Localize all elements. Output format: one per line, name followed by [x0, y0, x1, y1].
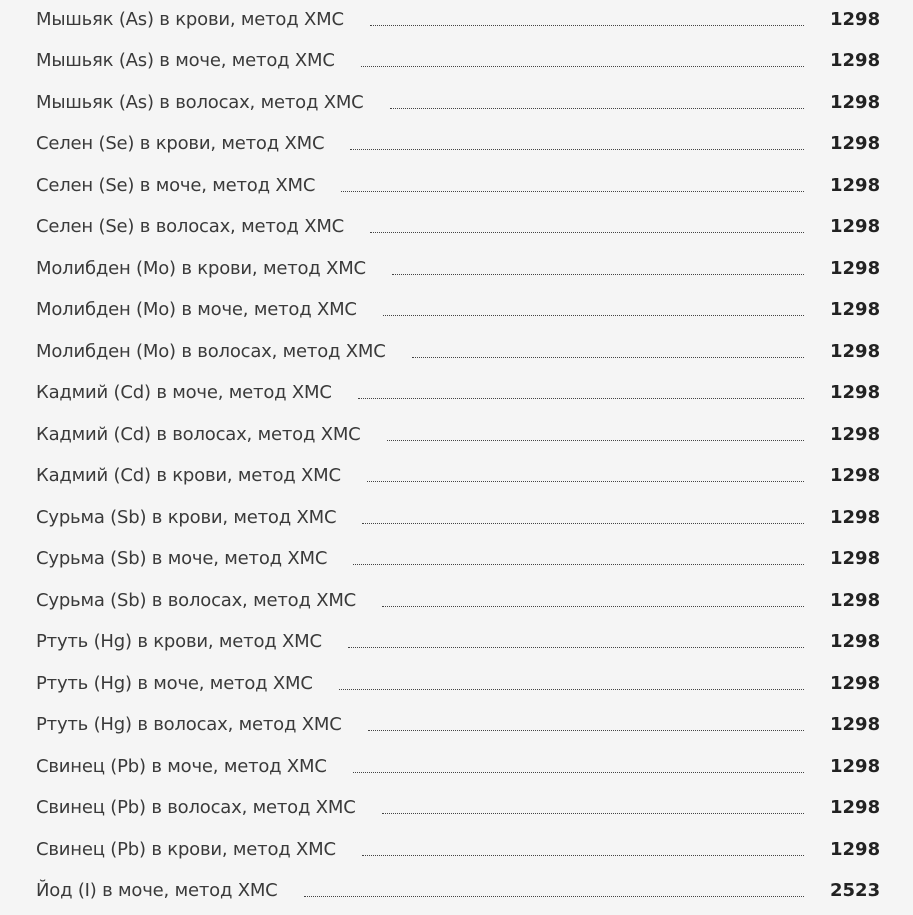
- service-price: 1298: [830, 589, 881, 611]
- service-price: 1298: [830, 132, 881, 154]
- price-list-item[interactable]: [36, 502, 881, 532]
- service-name: Ртуть (Hg) в крови, метод ХМС: [36, 630, 322, 652]
- price-list-item[interactable]: [36, 834, 881, 864]
- service-name: Мышьяк (As) в моче, метод ХМС: [36, 49, 335, 71]
- price-list-item[interactable]: [36, 87, 881, 117]
- service-price: 1298: [830, 174, 881, 196]
- price-list-item[interactable]: [36, 460, 881, 490]
- dotted-leader: [382, 606, 804, 607]
- dotted-leader: [362, 523, 804, 524]
- dotted-leader: [304, 896, 804, 897]
- service-price: 1298: [830, 755, 881, 777]
- service-price: 1298: [830, 298, 881, 320]
- price-list-item[interactable]: [36, 170, 881, 200]
- price-list-item[interactable]: [36, 45, 881, 75]
- price-list-item[interactable]: [36, 585, 881, 615]
- price-list-item[interactable]: [36, 668, 881, 698]
- service-name: Кадмий (Cd) в моче, метод ХМС: [36, 381, 332, 403]
- service-name: Молибден (Mo) в крови, метод ХМС: [36, 257, 366, 279]
- service-name: Сурьма (Sb) в волосах, метод ХМС: [36, 589, 357, 611]
- price-list-item[interactable]: [36, 626, 881, 656]
- service-name: Мышьяк (As) в крови, метод ХМС: [36, 8, 344, 30]
- service-price: 1298: [830, 381, 881, 403]
- service-name: Сурьма (Sb) в моче, метод ХМС: [36, 547, 328, 569]
- service-price: 2523: [830, 879, 881, 901]
- service-price: 1298: [830, 49, 881, 71]
- service-price: 1298: [830, 713, 881, 735]
- service-price: 1298: [830, 340, 881, 362]
- dotted-leader: [382, 813, 804, 814]
- dotted-leader: [370, 232, 804, 233]
- price-list-item[interactable]: [36, 792, 881, 822]
- service-name: Кадмий (Cd) в крови, метод ХМС: [36, 464, 341, 486]
- service-name: Селен (Se) в крови, метод ХМС: [36, 132, 325, 154]
- service-name: Свинец (Pb) в моче, метод ХМС: [36, 755, 327, 777]
- service-price: 1298: [830, 506, 881, 528]
- service-price: 1298: [830, 215, 881, 237]
- price-list-item[interactable]: [36, 128, 881, 158]
- price-list-item[interactable]: [36, 377, 881, 407]
- dotted-leader: [353, 564, 804, 565]
- dotted-leader: [383, 315, 804, 316]
- service-price: 1298: [830, 464, 881, 486]
- service-name: Ртуть (Hg) в моче, метод ХМС: [36, 672, 313, 694]
- price-list-item[interactable]: [36, 709, 881, 739]
- price-list-item[interactable]: [36, 875, 881, 905]
- dotted-leader: [353, 772, 804, 773]
- dotted-leader: [339, 689, 804, 690]
- service-name: Свинец (Pb) в волосах, метод ХМС: [36, 796, 356, 818]
- service-price: 1298: [830, 672, 881, 694]
- service-name: Йод (I) в моче, метод ХМС: [36, 879, 278, 901]
- dotted-leader: [341, 191, 804, 192]
- service-price: 1298: [830, 423, 881, 445]
- service-price: 1298: [830, 796, 881, 818]
- price-list-item[interactable]: [36, 211, 881, 241]
- dotted-leader: [390, 108, 804, 109]
- dotted-leader: [412, 357, 804, 358]
- service-name: Ртуть (Hg) в волосах, метод ХМС: [36, 713, 342, 735]
- service-name: Кадмий (Cd) в волосах, метод ХМС: [36, 423, 361, 445]
- service-price: 1298: [830, 91, 881, 113]
- price-list-item[interactable]: [36, 336, 881, 366]
- service-name: Мышьяк (As) в волосах, метод ХМС: [36, 91, 364, 113]
- dotted-leader: [370, 25, 804, 26]
- service-price: 1298: [830, 838, 881, 860]
- dotted-leader: [361, 66, 804, 67]
- dotted-leader: [367, 481, 804, 482]
- service-price: 1298: [830, 630, 881, 652]
- service-name: Сурьма (Sb) в крови, метод ХМС: [36, 506, 337, 528]
- service-name: Молибден (Mo) в волосах, метод ХМС: [36, 340, 386, 362]
- service-price: 1298: [830, 257, 881, 279]
- price-list-item[interactable]: [36, 419, 881, 449]
- dotted-leader: [358, 398, 804, 399]
- dotted-leader: [392, 274, 804, 275]
- price-list-item[interactable]: [36, 543, 881, 573]
- service-name: Селен (Se) в моче, метод ХМС: [36, 174, 316, 196]
- dotted-leader: [350, 149, 804, 150]
- service-price: 1298: [830, 8, 881, 30]
- dotted-leader: [362, 855, 804, 856]
- service-price: 1298: [830, 547, 881, 569]
- service-name: Свинец (Pb) в крови, метод ХМС: [36, 838, 336, 860]
- price-list-item[interactable]: [36, 253, 881, 283]
- price-list-item[interactable]: [36, 4, 881, 34]
- dotted-leader: [368, 730, 804, 731]
- dotted-leader: [348, 647, 804, 648]
- service-name: Селен (Se) в волосах, метод ХМС: [36, 215, 345, 237]
- price-list-item[interactable]: [36, 751, 881, 781]
- service-name: Молибден (Mo) в моче, метод ХМС: [36, 298, 357, 320]
- price-list-item[interactable]: [36, 294, 881, 324]
- dotted-leader: [387, 440, 804, 441]
